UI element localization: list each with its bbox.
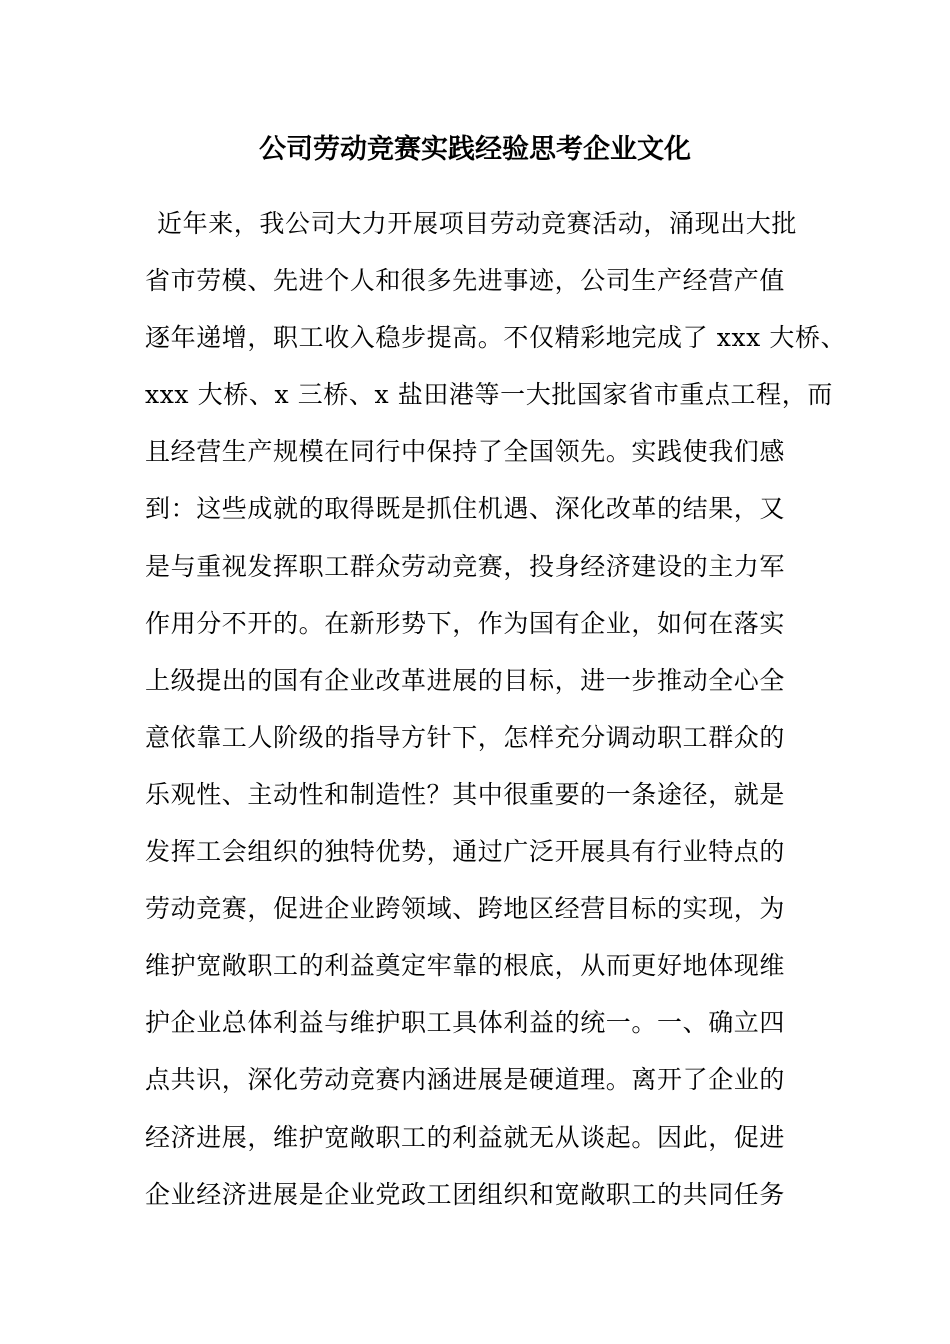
body-line: xxx 大桥、x 三桥、x 盐田港等一大批国家省市重点工程，而 xyxy=(145,380,833,410)
body-line: 且经营生产规模在同行中保持了全国领先。实践使我们感 xyxy=(145,437,786,467)
body-line: 意依靠工人阶级的指导方针下，怎样充分调动职工群众的 xyxy=(145,722,786,752)
body-line: 逐年递增，职工收入稳步提高。不仅精彩地完成了 xxx 大桥、 xyxy=(145,323,847,353)
document-title: 公司劳动竞赛实践经验思考企业文化 xyxy=(259,134,691,165)
body-line: 作用分不开的。在新形势下，作为国有企业，如何在落实 xyxy=(145,608,786,638)
body-line: 点共识，深化劳动竞赛内涵进展是硬道理。离开了企业的 xyxy=(145,1065,786,1095)
body-line: 经济进展，维护宽敞职工的利益就无从谈起。因此，促进 xyxy=(145,1122,786,1152)
body-line: 近年来，我公司大力开展项目劳动竞赛活动，涌现出大批 xyxy=(157,209,798,238)
body-line: 发挥工会组织的独特优势，通过广泛开展具有行业特点的 xyxy=(145,837,786,867)
body-line: 企业经济进展是企业党政工团组织和宽敞职工的共同任务 xyxy=(145,1179,786,1209)
body-line: 乐观性、主动性和制造性？其中很重要的一条途径，就是 xyxy=(145,779,786,809)
body-line: 是与重视发挥职工群众劳动竞赛，投身经济建设的主力军 xyxy=(145,551,786,581)
body-line: 到：这些成就的取得既是抓住机遇、深化改革的结果，又 xyxy=(145,494,786,524)
body-line: 上级提出的国有企业改革进展的目标，进一步推动全心全 xyxy=(145,665,786,695)
body-line: 劳动竞赛，促进企业跨领域、跨地区经营目标的实现，为 xyxy=(145,894,786,924)
body-line: 维护宽敞职工的利益奠定牢靠的根底，从而更好地体现维 xyxy=(145,951,786,981)
body-line: 护企业总体利益与维护职工具体利益的统一。一、确立四 xyxy=(145,1008,786,1038)
body-line: 省市劳模、先进个人和很多先进事迹，公司生产经营产值 xyxy=(145,266,786,296)
document-body xyxy=(145,202,847,1230)
